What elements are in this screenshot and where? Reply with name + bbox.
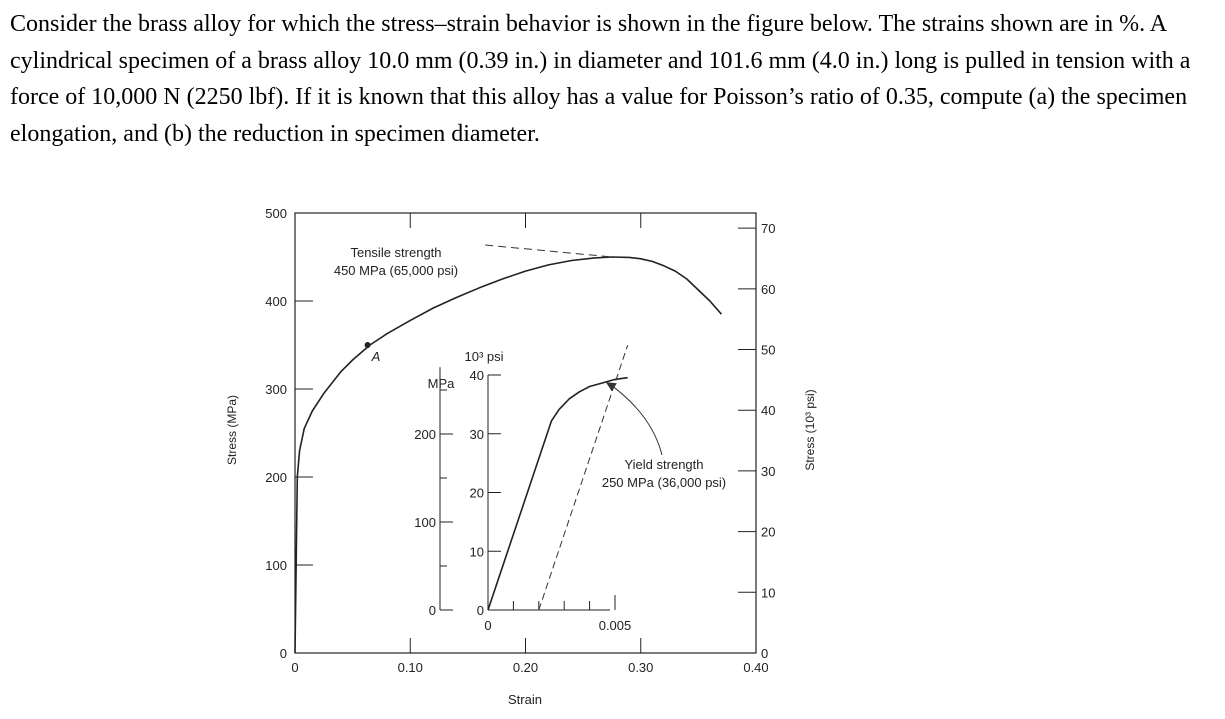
x-tick-label: 0	[291, 660, 299, 675]
inset-curve	[488, 378, 628, 610]
yield-arrow-line	[610, 384, 662, 455]
inset-mpa-tick-label: 200	[414, 427, 436, 442]
inset-ylabel-left: MPa	[427, 376, 455, 391]
y-tick-label: 500	[265, 206, 287, 221]
y-right-tick-label: 20	[761, 524, 776, 540]
inset-ylabel-right: 10³ psi	[464, 349, 504, 364]
inset-strain-tick-label: 0	[484, 618, 492, 633]
y-right-tick-label: 0	[761, 646, 769, 661]
y-right-tick-label: 40	[761, 403, 776, 419]
y-right-tick-label: 70	[761, 221, 776, 237]
y-tick-label: 100	[265, 558, 287, 573]
x-axis-label: Strain	[508, 692, 542, 707]
inset-mpa-tick-label: 100	[414, 515, 436, 530]
inset-axes	[414, 367, 631, 633]
problem-statement: Consider the brass alloy for which the stress–strain behavior is shown in the figure below. The strains shown are in %. A cylindrical specimen of a brass alloy 10.0 mm (0.39 in.) in diameter and 101.6 mm (4.0 in.) long is pulled in tension with a force of 10,000 N (2250 lbf). If it is known that this alloy has a value for Poisson’s ratio of 0.35, compute (a) the specimen elongation, and (b) the reduction in specimen diameter.	[10, 11, 1191, 147]
inset-psi-tick-label: 40	[469, 368, 484, 383]
point-a-dot	[365, 342, 371, 348]
yield-arrow-head	[606, 382, 617, 391]
y-right-tick-label: 60	[761, 281, 776, 297]
y-right-tick-label: 30	[761, 463, 776, 479]
point-a-label: A	[371, 349, 381, 364]
yield-strength-label: Yield strength	[624, 457, 704, 472]
stress-strain-curve	[295, 257, 721, 653]
y-tick-label: 300	[265, 382, 287, 397]
yield-strength-value: 250 MPa (36,000 psi)	[601, 475, 727, 490]
x-tick-label: 0.40	[743, 660, 769, 675]
x-tick-label: 0.10	[397, 660, 423, 675]
y-axis-label-right: Stress (10³ psi)	[803, 389, 817, 471]
tensile-strength-value: 450 MPa (65,000 psi)	[333, 263, 459, 278]
inset-psi-tick-label: 10	[469, 544, 484, 560]
y-right-tick-label: 10	[761, 585, 776, 601]
y-tick-label: 200	[265, 470, 287, 485]
main-marks	[295, 245, 721, 653]
inset-strain-tick-label: 0.005	[598, 618, 632, 633]
inset-psi-tick-label: 20	[469, 485, 484, 501]
inset-psi-tick-label: 30	[469, 426, 484, 442]
y-tick-label: 400	[265, 294, 287, 309]
tensile-strength-label: Tensile strength	[350, 245, 442, 260]
x-tick-label: 0.20	[512, 660, 539, 675]
y-right-tick-label: 50	[761, 342, 776, 358]
y-tick-label: 0	[279, 646, 287, 661]
inset-psi-tick-label: 0	[476, 603, 484, 618]
y-axis-label-left: Stress (MPa)	[225, 394, 239, 466]
inset-mpa-tick-label: 0	[428, 603, 436, 618]
tensile-dashed-line	[485, 245, 612, 257]
x-tick-label: 0.30	[628, 660, 654, 675]
